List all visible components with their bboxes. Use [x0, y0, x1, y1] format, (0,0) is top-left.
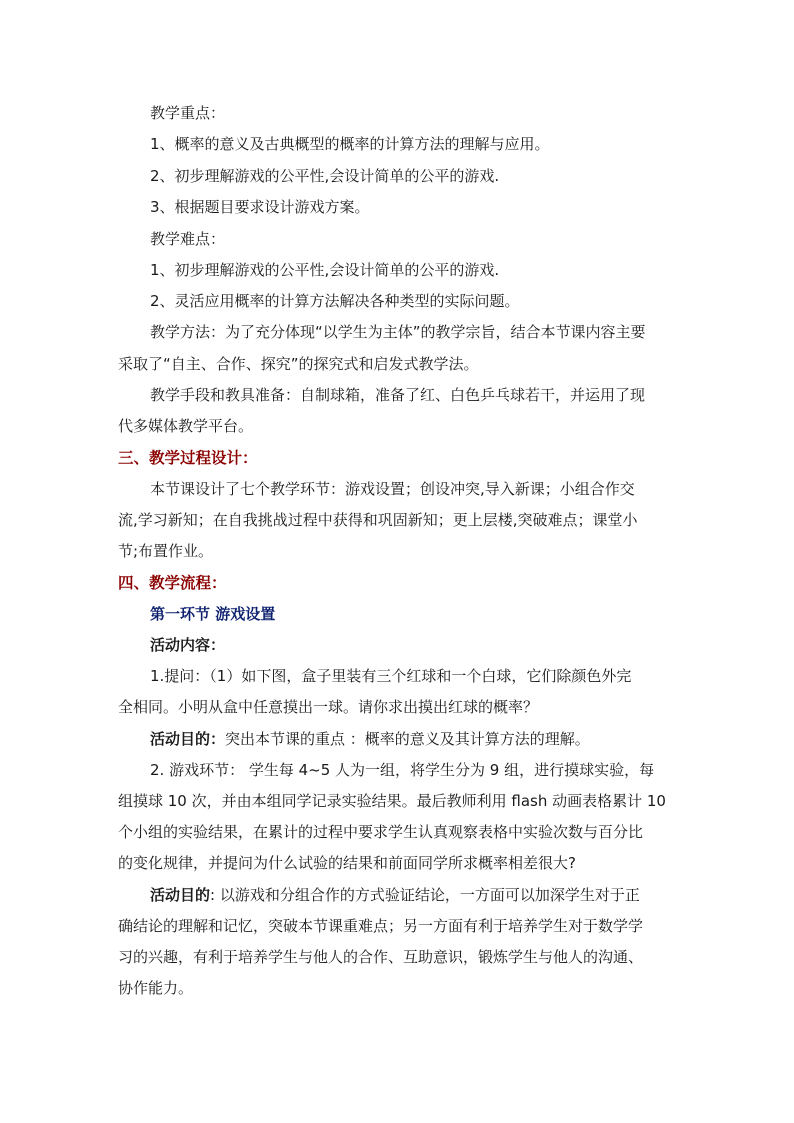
- question-1-line-2: 全相同。小明从盒中任意摸出一球。请你求出摸出红球的概率？: [118, 698, 539, 716]
- game-line-3: 个小组的实验结果，在累计的过程中要求学生认真观察表格中实验次数与百分比: [118, 823, 644, 841]
- teaching-tools-line-1: 教学手段和教具准备：自制球箱，准备了红、白色乒乓球若干，并运用了现: [150, 386, 646, 404]
- section-3-line-3: 节;布置作业。: [118, 542, 214, 560]
- teaching-difficulty-item-2: 2、灵活应用概率的计算方法解决各种类型的实际问题。: [150, 292, 520, 310]
- activity-content-label: 活动内容：: [150, 636, 226, 654]
- section-3-title: 三、教学过程设计：: [118, 449, 258, 467]
- section-4-title: 四、教学流程：: [118, 574, 227, 592]
- game-line-1: 2. 游戏环节： 学生每 4~5 人为一组，将学生分为 9 组，进行摸球实验，每: [150, 761, 655, 779]
- teaching-method-line-1: 教学方法：为了充分体现“以学生为主体”的教学宗旨，结合本节课内容主要: [150, 323, 646, 341]
- teaching-focus-item-2: 2、初步理解游戏的公平性,会设计简单的公平的游戏.: [150, 167, 500, 185]
- teaching-focus-item-1: 1、概率的意义及古典概型的概率的计算方法的理解与应用。: [150, 135, 550, 153]
- subsection-title: 第一环节 游戏设置: [150, 605, 276, 623]
- teaching-focus-title: 教学重点：: [150, 104, 226, 122]
- section-3-line-2: 流,学习新知；在自我挑战过程中获得和巩固新知；更上层楼,突破难点；课堂小: [118, 511, 638, 529]
- activity-purpose-2-line-4: 协作能力。: [118, 979, 194, 997]
- teaching-tools-line-2: 代多媒体教学平台。: [118, 417, 254, 435]
- teaching-method-line-2: 采取了“自主、合作、探究”的探究式和启发式教学法。: [118, 355, 479, 373]
- activity-purpose-2-line-2: 确结论的理解和记忆，突破本节课重难点；另一方面有利于培养学生对于数学学: [118, 917, 644, 935]
- activity-purpose-2-line-3: 习的兴趣，有利于培养学生与他人的合作、互助意识，锻炼学生与他人的沟通、: [118, 948, 644, 966]
- question-1-line-1: 1.提问：（1）如下图，盒子里装有三个红球和一个白球，它们除颜色外完: [150, 667, 632, 685]
- section-3-line-1: 本节课设计了七个教学环节：游戏设置；创设冲突,导入新课；小组合作交: [150, 480, 635, 498]
- activity-purpose-2-label: 活动目的: [150, 886, 211, 904]
- activity-purpose-2-text-1: : 以游戏和分组合作的方式验证结论，一方面可以加深学生对于正: [210, 886, 640, 904]
- teaching-difficulty-title: 教学难点：: [150, 230, 226, 248]
- activity-purpose-2-line-1: [150, 885, 640, 905]
- activity-purpose-1-label: 活动目的：: [150, 730, 226, 748]
- game-line-2: 组摸球 10 次，并由本组同学记录实验结果。最后教师利用 flash 动画表格累计 10: [118, 792, 666, 810]
- activity-purpose-1-text: 突出本节课的重点 ：概率的意义及其计算方法的理解。: [225, 730, 590, 748]
- activity-purpose-1: [150, 729, 590, 749]
- teaching-difficulty-item-1: 1、初步理解游戏的公平性,会设计简单的公平的游戏.: [150, 261, 500, 279]
- teaching-focus-item-3: 3、根据题目要求设计游戏方案。: [150, 198, 370, 216]
- game-line-4: 的变化规律，并提问为什么试验的结果和前面同学所求概率相差很大?: [118, 854, 576, 872]
